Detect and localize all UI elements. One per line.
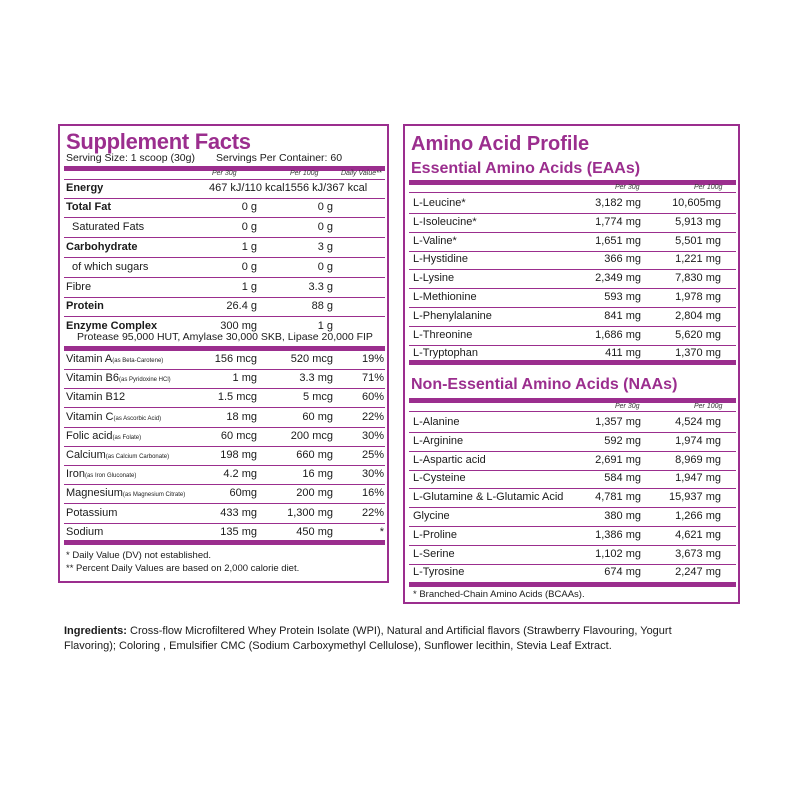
serving-info [66, 152, 384, 164]
nutrient-per-100g: 0 g [317, 201, 333, 213]
nutrient-name-cell [66, 449, 209, 461]
servings-per-container: Servings Per Container: 60 [216, 152, 343, 164]
row-divider [64, 277, 385, 278]
amino-per-100g: 10,605mg [672, 197, 721, 209]
nutrient-row [66, 180, 384, 196]
amino-acid-row [413, 194, 731, 212]
col-head-per-30g: Per 30g [212, 170, 237, 177]
amino-acid-name: L-Arginine [413, 434, 464, 447]
amino-acid-row [413, 250, 731, 268]
nutrient-source-note: (as Calcium Carbonate) [105, 454, 170, 460]
amino-acid-name: L-Tyrosine [413, 566, 465, 579]
divider-thick [409, 180, 736, 185]
nutrient-name-cell [66, 487, 209, 499]
amino-per-100g: 2,804 mg [675, 309, 721, 322]
nutrient-daily-value: * [379, 525, 384, 538]
amino-per-30g: 1,774 mg [595, 215, 641, 228]
nutrient-source-note: (as Iron Gluconate) [84, 473, 137, 480]
amino-acid-row [413, 413, 731, 431]
nutrient-per-100g: 0 g [317, 261, 333, 273]
nutrient-per-100g: 60 mg [302, 410, 333, 423]
nutrient-source-note: (as Pyridoxine HCl) [119, 377, 171, 384]
enzyme-detail: Protease 95,000 HUT, Amylase 30,000 SKB, Lipase 20,000 FIP [77, 331, 373, 343]
nutrient-name: Vitamin B6 [66, 372, 119, 385]
amino-acid-row [413, 288, 731, 306]
row-divider [64, 257, 385, 258]
amino-per-30g: 3,182 mg [595, 197, 641, 209]
nutrient-per-30g: 156 mcg [214, 353, 257, 365]
vitamin-mineral-row [66, 351, 384, 367]
nutrient-daily-value: 16% [361, 487, 384, 500]
nutrient-per-100g: 520 mcg [290, 353, 333, 365]
amino-acid-row [413, 545, 731, 563]
divider-thick [409, 398, 736, 403]
nutrient-per-30g: 4.2 mg [223, 468, 257, 481]
nutrient-name: Fibre [66, 281, 92, 293]
amino-acid-row [413, 526, 731, 544]
nutrient-name: Iron [66, 468, 85, 481]
vitamin-mineral-row [66, 370, 384, 386]
amino-acid-name: L-Leucine* [413, 197, 466, 209]
nutrient-source-note: (as Ascorbic Acid) [113, 415, 162, 422]
divider-thin [409, 411, 736, 412]
eaa-col-per-100g: Per 100g [694, 184, 723, 191]
amino-per-30g: 1,357 mg [595, 416, 641, 428]
nutrient-per-30g: 0 g [241, 201, 257, 213]
amino-acid-name: L-Isoleucine* [413, 215, 477, 228]
amino-per-100g: 1,221 mg [675, 253, 721, 266]
amino-per-100g: 5,913 mg [675, 215, 721, 228]
amino-per-100g: 5,501 mg [675, 234, 721, 247]
nutrient-name: Vitamin A [66, 353, 113, 365]
amino-acid-name: L-Cysteine [413, 472, 466, 485]
amino-per-30g: 2,349 mg [595, 272, 641, 285]
nutrient-per-100g: 1,300 mg [287, 506, 333, 519]
nutrient-per-30g: 1.5 mcg [217, 391, 257, 404]
nutrient-row [66, 199, 384, 215]
nutrient-per-30g: 1 g [241, 281, 257, 293]
nutrient-per-100g: 660 mg [296, 449, 333, 461]
amino-per-100g: 8,969 mg [675, 453, 721, 466]
nutrient-row [66, 219, 384, 235]
amino-per-100g: 1,947 mg [675, 472, 721, 485]
row-divider [64, 316, 385, 317]
amino-acid-row [413, 344, 731, 362]
nutrient-per-30g: 135 mg [220, 525, 257, 538]
amino-per-30g: 584 mg [604, 472, 641, 485]
amino-per-30g: 592 mg [604, 434, 641, 447]
nutrient-source-note: (as Magnesium Citrate) [122, 492, 186, 499]
amino-acid-row [413, 563, 731, 581]
amino-acid-row [413, 488, 731, 506]
supplement-facts-panel [58, 124, 389, 583]
vitamin-mineral-row [66, 485, 384, 501]
nutrient-name: Energy [66, 182, 104, 194]
col-head-per-100g: Per 100g [290, 170, 319, 177]
nutrient-source-note: (as Folate) [112, 434, 142, 441]
divider-thick [64, 540, 385, 545]
nutrient-per-100g: 3.3 mg [299, 372, 333, 385]
nutrient-name-cell [66, 353, 209, 365]
nutrient-row [66, 239, 384, 255]
nutrient-name: of which sugars [72, 261, 149, 273]
nutrient-per-30g: 1 g [241, 241, 257, 253]
nutrient-row [66, 298, 384, 314]
amino-acid-name: L-Proline [413, 528, 458, 541]
amino-acid-row [413, 451, 731, 469]
nutrient-daily-value: 30% [361, 468, 384, 481]
amino-per-30g: 1,102 mg [595, 547, 641, 560]
amino-per-100g: 1,978 mg [675, 291, 721, 303]
amino-acid-name: L-Alanine [413, 416, 460, 428]
amino-acid-row [413, 213, 731, 231]
amino-per-30g: 366 mg [604, 253, 641, 266]
nutrient-per-100g: 1556 kJ/367 kcal [284, 182, 368, 194]
ingredients-body: Cross-flow Microfiltered Whey Protein Isolate (WPI), Natural and Artificial flavors (Strawberry Flavouring, Yogurt Flavoring); Coloring , Emulsifier CMC (Sodium Carboxymethyl Cellulose), Sunflower lecithin, Stevia Leaf Extract. [64, 625, 672, 652]
naa-col-per-30g: Per 30g [615, 403, 640, 410]
amino-per-100g: 7,830 mg [675, 272, 721, 285]
row-divider [64, 217, 385, 218]
ingredients-text [64, 624, 704, 654]
amino-acid-name: L-Tryptophan [413, 347, 479, 360]
eaa-heading: Essential Amino Acids (EAAs) [411, 160, 641, 177]
amino-per-30g: 411 mg [605, 347, 641, 360]
amino-per-30g: 2,691 mg [595, 453, 641, 466]
nutrient-row [66, 279, 384, 295]
nutrient-name-cell [66, 430, 209, 442]
nutrient-name-cell [66, 411, 209, 423]
nutrient-name: Vitamin C [66, 410, 114, 423]
nutrient-per-100g: 450 mg [296, 525, 333, 538]
naa-heading: Non-Essential Amino Acids (NAAs) [411, 376, 678, 393]
nutrient-row [66, 318, 384, 334]
nutrient-per-100g: 5 mcg [303, 391, 333, 404]
nutrient-per-100g: 200 mg [296, 487, 333, 500]
nutrient-row [66, 259, 384, 275]
nutrient-per-30g: 18 mg [226, 410, 257, 423]
nutrient-name: Sodium [66, 525, 104, 538]
nutrient-daily-value: 30% [361, 429, 384, 442]
col-head-daily-value: Daily Value** [341, 170, 382, 177]
amino-acid-row [413, 507, 731, 525]
nutrient-name: Total Fat [66, 201, 112, 213]
footnote-dv: * Daily Value (DV) not established. [66, 550, 212, 561]
amino-acid-title: Amino Acid Profile [411, 133, 590, 155]
nutrient-per-30g: 1 mg [232, 372, 257, 385]
amino-per-100g: 15,937 mg [669, 491, 721, 504]
amino-per-30g: 1,686 mg [595, 328, 641, 341]
amino-acid-row [413, 269, 731, 287]
divider-thin [409, 192, 736, 193]
amino-acid-row [413, 232, 731, 250]
nutrient-per-30g: 467 kJ/110 kcal [209, 182, 285, 194]
amino-acid-name: Glycine [413, 510, 450, 522]
nutrient-per-100g: 88 g [311, 300, 333, 312]
amino-acid-name: L-Serine [413, 547, 455, 560]
amino-per-100g: 1,370 mg [675, 347, 721, 360]
nutrient-per-30g: 433 mg [220, 506, 257, 519]
nutrient-per-100g: 200 mcg [290, 429, 333, 442]
amino-acid-name: L-Methionine [413, 291, 477, 303]
nutrient-name-cell [66, 391, 209, 403]
amino-per-100g: 1,974 mg [675, 434, 721, 447]
amino-acid-panel [403, 124, 740, 604]
nutrient-daily-value: 22% [361, 410, 384, 423]
amino-acid-name: L-Glutamine & L-Glutamic Acid [413, 491, 564, 504]
ingredients-label: Ingredients: [64, 625, 127, 637]
nutrient-daily-value: 25% [361, 449, 384, 461]
amino-acid-name: L-Lysine [413, 272, 455, 285]
nutrient-name-cell [66, 372, 209, 384]
vitamin-mineral-row [66, 428, 384, 444]
amino-acid-name: L-Threonine [413, 328, 473, 341]
amino-acid-name: L-Valine* [413, 234, 457, 247]
nutrient-per-30g: 198 mg [220, 449, 257, 461]
amino-acid-name: L-Phenylalanine [413, 309, 492, 322]
amino-per-100g: 4,621 mg [675, 528, 721, 541]
amino-acid-row [413, 326, 731, 344]
amino-per-30g: 1,651 mg [595, 234, 641, 247]
nutrient-per-30g: 26.4 g [226, 300, 257, 312]
nutrient-per-30g: 0 g [241, 221, 257, 233]
amino-acid-name: L-Aspartic acid [413, 453, 486, 466]
amino-per-100g: 3,673 mg [675, 547, 721, 560]
vitamin-mineral-row [66, 409, 384, 425]
nutrient-per-100g: 3 g [317, 241, 333, 253]
nutrient-per-100g: 1 g [317, 320, 333, 332]
amino-acid-name: L-Hystidine [413, 253, 469, 266]
nutrient-name: Folic acid [66, 429, 113, 442]
vitamin-mineral-row [66, 466, 384, 482]
divider-thick [409, 582, 736, 587]
amino-per-100g: 4,524 mg [675, 416, 721, 428]
amino-per-30g: 593 mg [604, 291, 641, 303]
nutrient-per-30g: 300 mg [220, 320, 257, 332]
vitamin-mineral-row [66, 505, 384, 521]
nutrient-per-30g: 60mg [229, 487, 257, 500]
naa-col-per-100g: Per 100g [694, 403, 723, 410]
row-divider [64, 237, 385, 238]
bcaa-footnote: * Branched-Chain Amino Acids (BCAAs). [413, 589, 585, 600]
nutrient-name: Enzyme Complex [66, 320, 158, 332]
nutrient-name-cell [66, 507, 209, 519]
nutrient-per-30g: 60 mcg [220, 429, 257, 442]
nutrient-name: Potassium [66, 506, 118, 519]
vitamin-mineral-row [66, 389, 384, 405]
vitamin-mineral-row [66, 447, 384, 463]
supplement-facts-title: Supplement Facts [66, 129, 251, 154]
amino-per-100g: 5,620 mg [675, 328, 721, 341]
nutrient-source-note: (as Beta-Carotene) [112, 358, 164, 364]
nutrient-name: Saturated Fats [72, 221, 145, 233]
nutrient-per-30g: 0 g [241, 261, 257, 273]
amino-per-100g: 2,247 mg [675, 566, 721, 579]
nutrient-daily-value: 71% [361, 372, 384, 385]
amino-per-30g: 841 mg [604, 309, 641, 322]
nutrient-daily-value: 22% [361, 506, 384, 519]
footnote-percent: ** Percent Daily Values are based on 2,000 calorie diet. [66, 563, 300, 574]
amino-acid-row [413, 432, 731, 450]
nutrient-name: Carbohydrate [66, 241, 138, 253]
eaa-col-per-30g: Per 30g [615, 184, 640, 191]
nutrient-name: Calcium [66, 449, 106, 461]
amino-per-30g: 380 mg [604, 510, 641, 522]
nutrient-name-cell [66, 468, 209, 480]
serving-size: Serving Size: 1 scoop (30g) [66, 152, 195, 164]
amino-per-30g: 674 mg [604, 566, 641, 579]
nutrient-daily-value: 60% [361, 391, 384, 404]
nutrient-per-100g: 0 g [317, 221, 333, 233]
vitamin-mineral-row [66, 524, 384, 540]
nutrient-name: Magnesium [66, 487, 123, 500]
amino-per-100g: 1,266 mg [675, 510, 721, 522]
amino-per-30g: 4,781 mg [595, 491, 641, 504]
nutrient-per-100g: 3.3 g [308, 281, 333, 293]
nutrient-name-cell [66, 526, 209, 538]
nutrient-per-100g: 16 mg [302, 468, 333, 481]
nutrient-name: Vitamin B12 [66, 391, 126, 404]
amino-acid-row [413, 307, 731, 325]
amino-per-30g: 1,386 mg [595, 528, 641, 541]
nutrient-daily-value: 19% [361, 353, 384, 365]
nutrient-name: Protein [66, 300, 104, 312]
amino-acid-row [413, 469, 731, 487]
